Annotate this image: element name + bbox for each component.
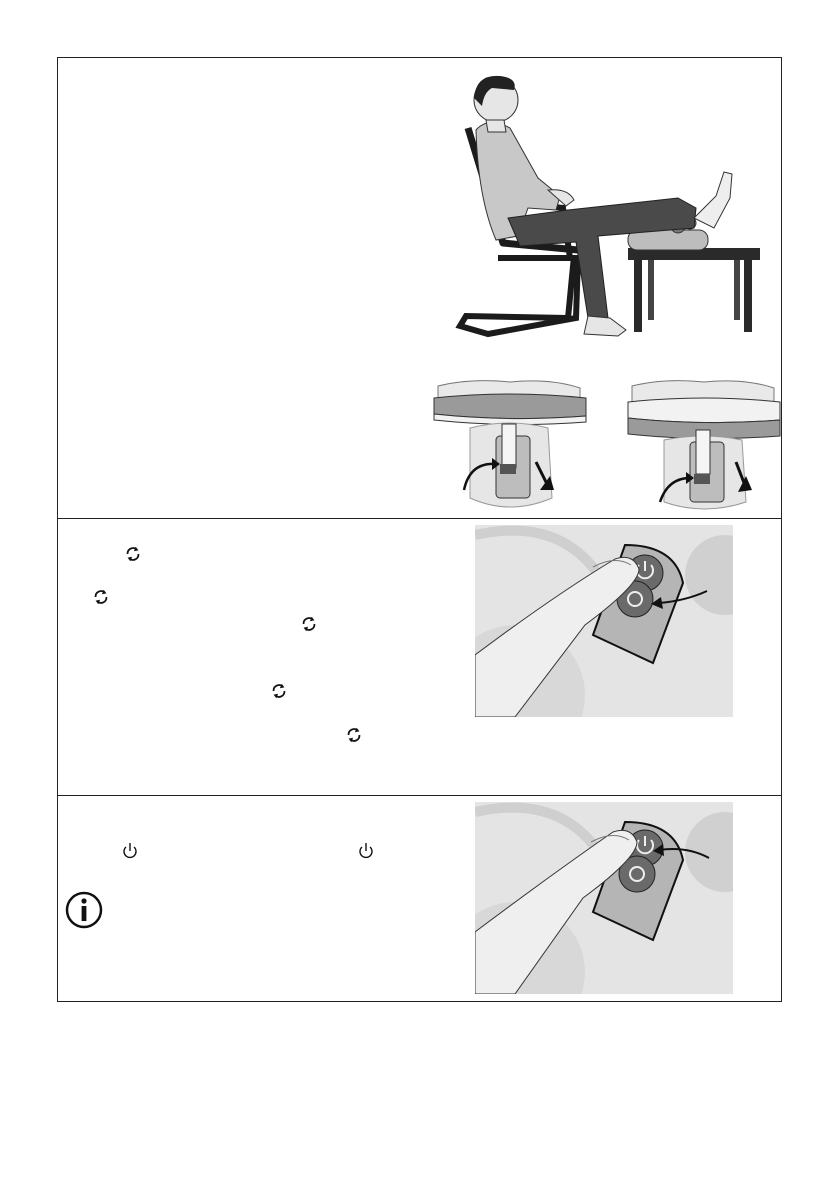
mode-cycle-icon	[270, 682, 288, 700]
press-mode-button-illustration	[475, 525, 733, 717]
height-adjust-right-illustration	[624, 378, 784, 513]
person-using-foot-massager-illustration	[448, 68, 778, 358]
mode-cycle-icon	[345, 726, 363, 744]
info-icon	[64, 890, 104, 930]
mode-panel	[57, 518, 782, 796]
mode-cycle-icon	[124, 545, 142, 563]
height-adjust-left-illustration	[430, 378, 590, 513]
setup-panel	[57, 57, 782, 519]
mode-cycle-icon	[92, 588, 110, 606]
press-power-button-illustration	[475, 802, 733, 994]
power-panel	[57, 795, 782, 1002]
power-icon	[358, 842, 374, 860]
power-icon	[122, 842, 138, 860]
mode-cycle-icon	[300, 615, 318, 633]
